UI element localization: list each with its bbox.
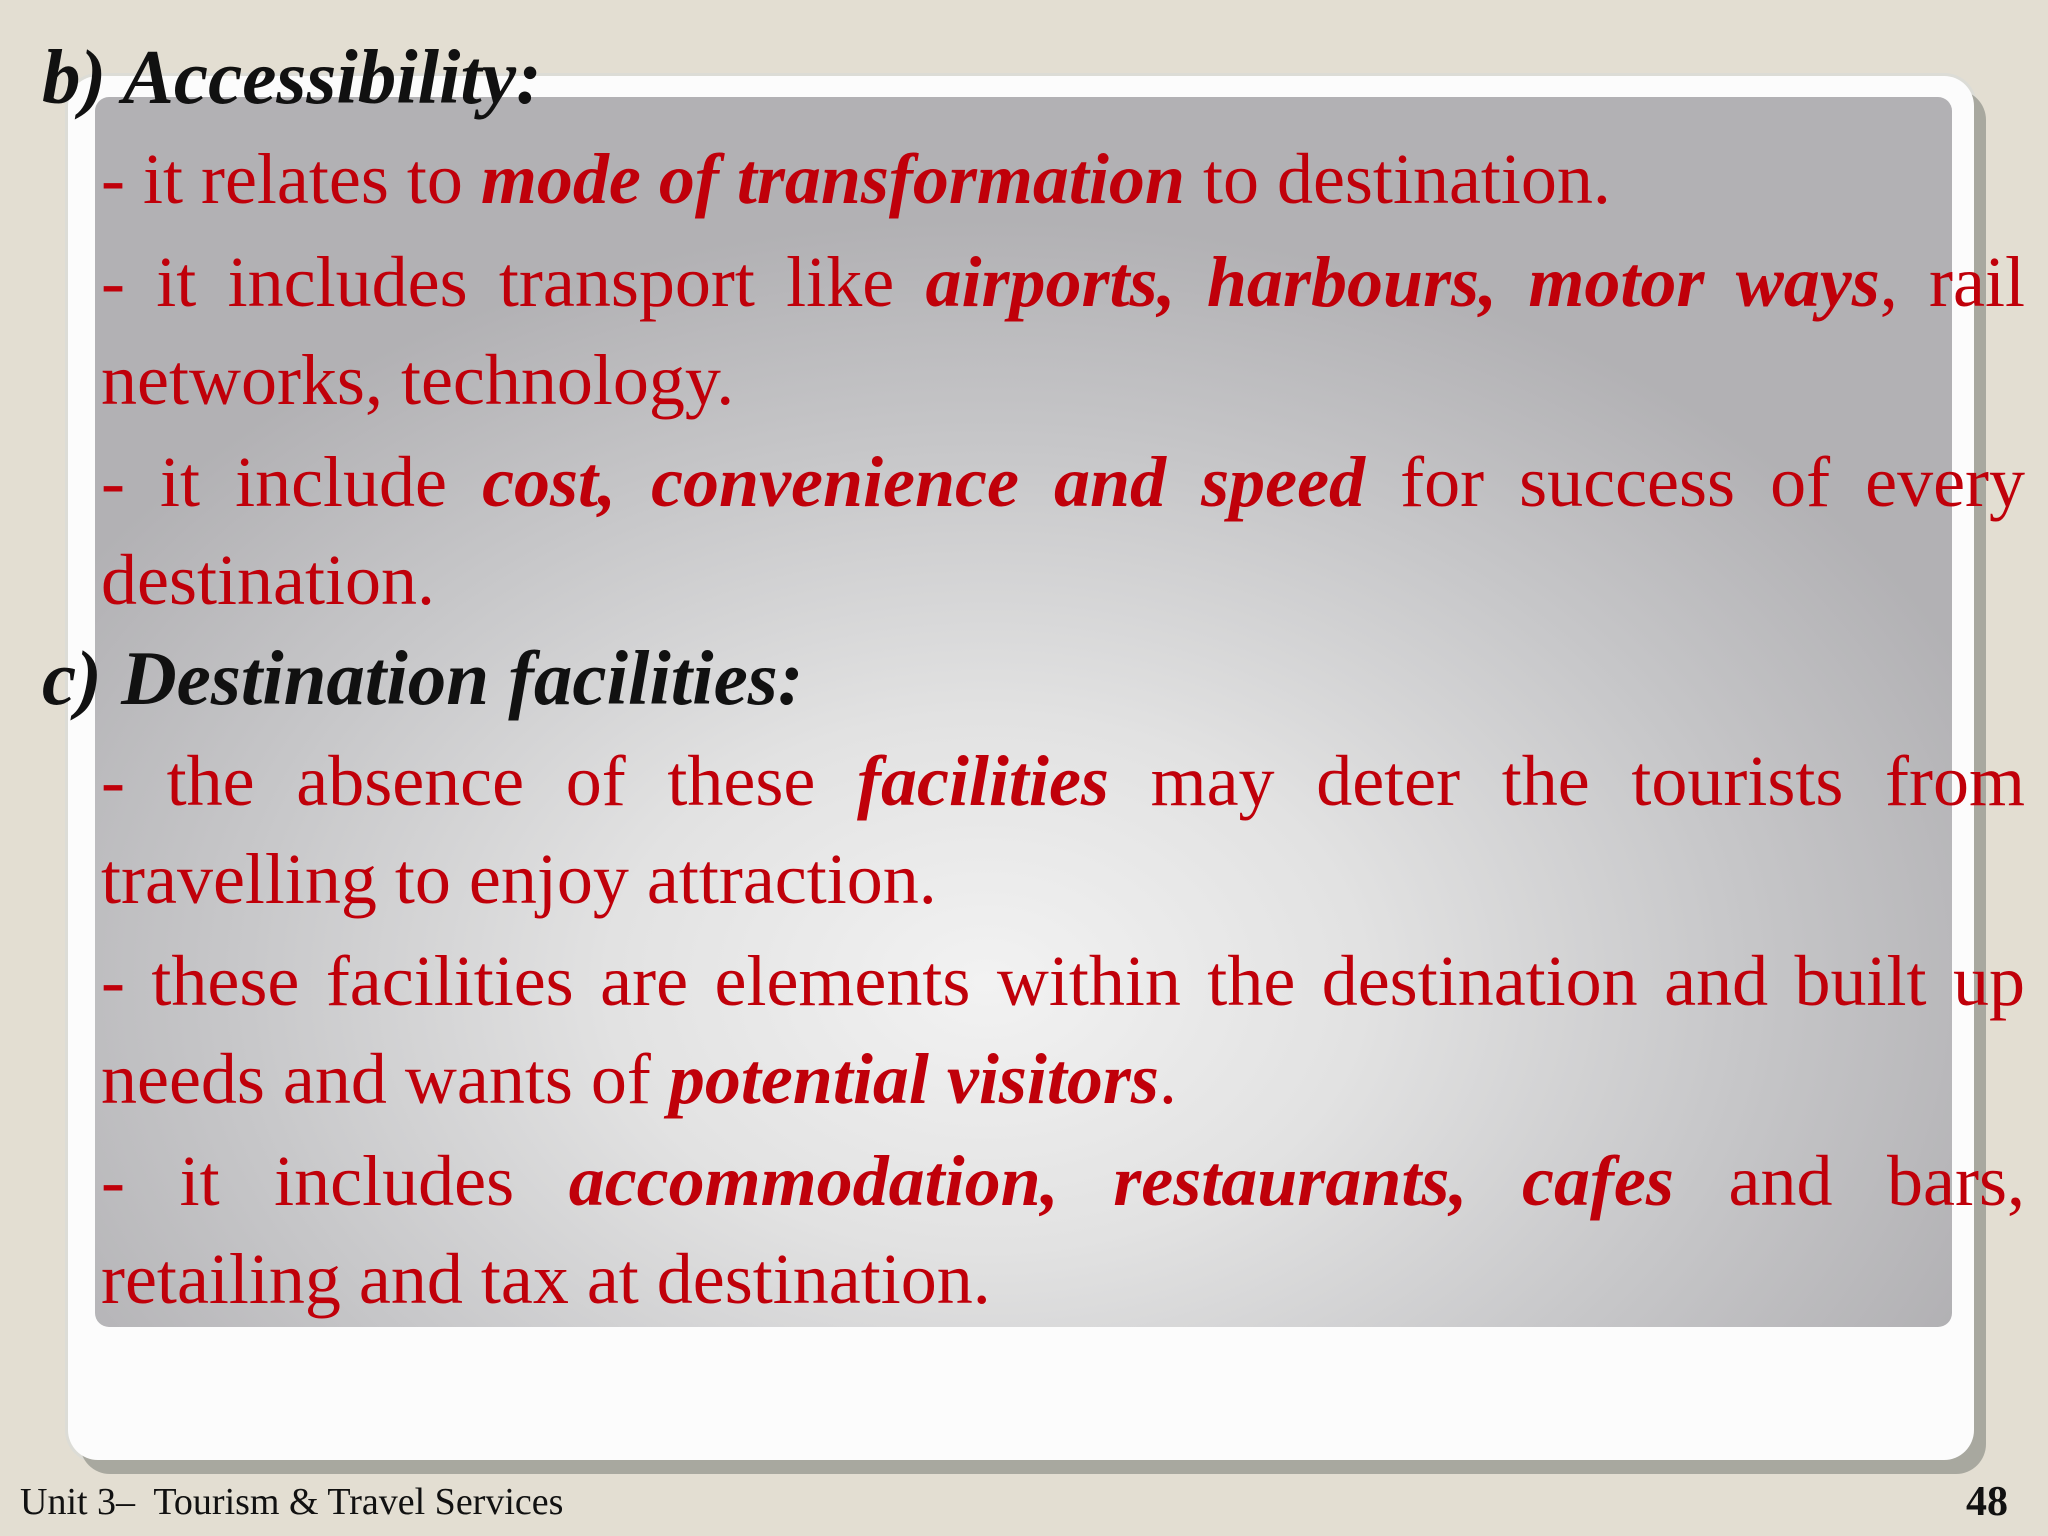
point-text: - it includes <box>101 1141 569 1221</box>
point-emphasis: facilities <box>856 741 1109 821</box>
point-text: - these facilities are elements within the destination and built up needs and wants of <box>101 941 2025 1119</box>
point-text: to destination. <box>1184 139 1611 219</box>
page-number: 48 <box>1966 1479 2008 1525</box>
point-text: - the absence of these <box>101 741 857 821</box>
point-text: - it includes transport like <box>101 242 926 322</box>
point-text: , rail networks, technology. <box>101 242 2025 420</box>
accessibility-point-3 <box>101 433 2025 629</box>
accessibility-point-2 <box>101 233 2025 429</box>
point-emphasis: accommodation, restaurants, cafes <box>568 1141 1674 1221</box>
heading-destination-facilities: c) Destination facilities: <box>42 635 804 721</box>
point-text: may deter the tourists from travelling to enjoy attraction. <box>101 741 2025 919</box>
point-text: . <box>1158 1039 1177 1119</box>
facilities-point-1 <box>101 732 2025 928</box>
accessibility-point-1 <box>101 130 2025 228</box>
point-text: and bars, retailing and tax at destination. <box>101 1141 2025 1319</box>
point-text: - it relates to <box>101 139 481 219</box>
heading-accessibility: b) Accessibility: <box>42 34 542 120</box>
footer-unit-label: Unit 3– Tourism & Travel Services <box>20 1481 564 1523</box>
facilities-point-3 <box>101 1132 2025 1328</box>
point-emphasis: cost, convenience and speed <box>482 442 1366 522</box>
point-emphasis: potential visitors <box>668 1039 1159 1119</box>
facilities-point-2 <box>101 932 2025 1128</box>
point-emphasis: airports, harbours, motor ways <box>925 242 1880 322</box>
point-emphasis: mode of transformation <box>480 139 1185 219</box>
point-text: - it include <box>101 442 483 522</box>
point-text: for success of every destination. <box>101 442 2025 620</box>
